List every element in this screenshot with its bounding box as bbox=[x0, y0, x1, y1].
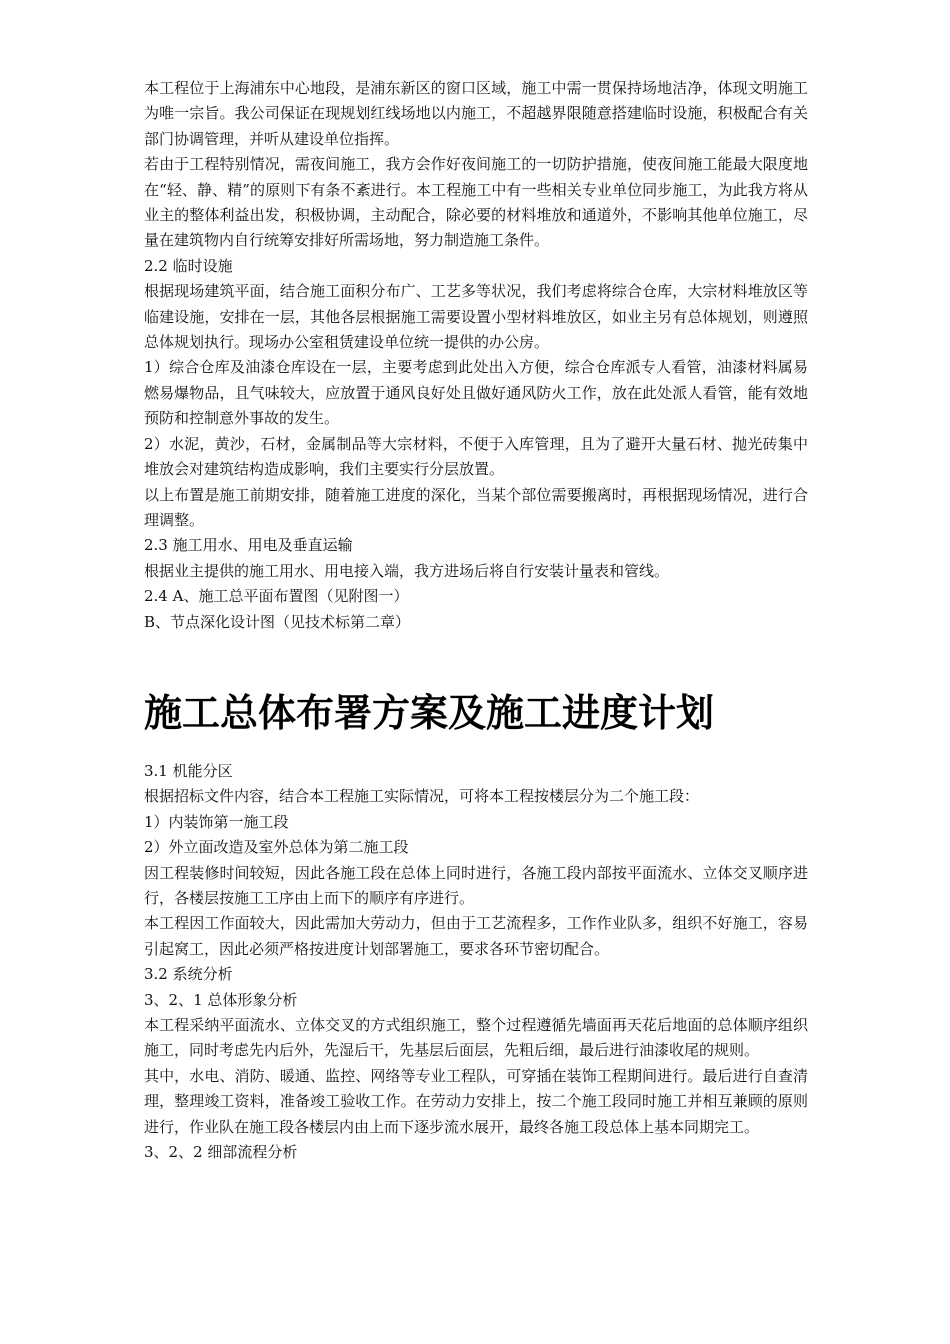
paragraph: 根据业主提供的施工用水、用电接入端，我方进场后将自行安装计量表和管线。 bbox=[144, 561, 670, 580]
list-item: B、节点深化设计图（见技术标第二章） bbox=[144, 612, 411, 631]
list-item: 2）水泥，黄沙，石材，金属制品等大宗材料，不便于入库管理，且为了避开大量石材、抛光砖集中堆放会对建筑结构造成影响，我们主要实行分层放置。 bbox=[144, 434, 808, 479]
list-item: 1）综合仓库及油漆仓库设在一层，主要考虑到此处出入方便，综合仓库派专人看管，油漆材料属易燃易爆物品，且气味较大，应放置于通风良好处且做好通风防火工作，放在此处派人看管，能有效地预防和控制意外事故的发生。 bbox=[144, 358, 808, 428]
section-2-2-title: 2.2 临时设施 bbox=[144, 256, 233, 275]
paragraph: 根据招标文件内容，结合本工程施工实际情况，可将本工程按楼层分为二个施工段： bbox=[144, 787, 700, 806]
list-item: 1）内装饰第一施工段 bbox=[144, 812, 289, 831]
spacer bbox=[144, 739, 808, 759]
paragraph: 因工程装修时间较短，因此各施工段在总体上同时进行，各施工段内部按平面流水、立体交叉顺序进行，各楼层按施工工序由上而下的顺序有序进行。 bbox=[144, 863, 808, 907]
section-3-2-title: 3.2 系统分析 bbox=[144, 965, 233, 984]
chapter-heading: 施工总体布署方案及施工进度计划 bbox=[144, 690, 715, 735]
section-2-3-title: 2.3 施工用水、用电及垂直运输 bbox=[144, 536, 353, 555]
spacer bbox=[144, 635, 808, 687]
document-page bbox=[144, 76, 808, 1165]
section-3-2-2-title: 3、2、2 细部流程分析 bbox=[144, 1143, 298, 1162]
paragraph: 根据现场建筑平面，结合施工面积分布广、工艺多等状况，我们考虑将综合仓库，大宗材料堆放区等临建设施，安排在一层，其他各层根据施工需要设置小型材料堆放区，如业主另有总体规划，则遵照总体规划执行。现场办公室租赁建设单位统一提供的办公房。 bbox=[144, 282, 808, 352]
paragraph: 若由于工程特别情况，需夜间施工，我方会作好夜间施工的一切防护措施，使夜间施工能最大限度地在“轻、静、精”的原则下有条不紊进行。本工程施工中有一些相关专业单位同步施工，为此我方将从业主的整体利益出发，积极协调，主动配合，除必要的材料堆放和通道外，不影响其他单位施工，尽量在建筑物内自行统筹安排好所需场地，努力制造施工条件。 bbox=[144, 155, 808, 250]
paragraph: 本工程采纳平面流水、立体交叉的方式组织施工，整个过程遵循先墙面再天花后地面的总体顺序组织施工，同时考虑先内后外，先湿后干，先基层后面层，先粗后细，最后进行油漆收尾的规则。 bbox=[144, 1016, 808, 1060]
paragraph: 以上布置是施工前期安排，随着施工进度的深化，当某个部位需要搬离时，再根据现场情况，进行合理调整。 bbox=[144, 485, 808, 529]
paragraph: 本工程位于上海浦东中心地段，是浦东新区的窗口区域，施工中需一贯保持场地洁净，体现文明施工为唯一宗旨。我公司保证在现规划红线场地以内施工，不超越界限随意搭建临时设施，积极配合有关部门协调管理，并听从建设单位指挥。 bbox=[144, 79, 808, 148]
section-3-1-title: 3.1 机能分区 bbox=[144, 761, 233, 780]
paragraph: 其中，水电、消防、暖通、监控、网络等专业工程队，可穿插在装饰工程期间进行。最后进行自查清理，整理竣工资料，准备竣工验收工作。在劳动力安排上，按二个施工段同时施工并相互兼顾的原则进行，作业队在施工段各楼层内由上而下逐步流水展开，最终各施工段总体上基本同期完工。 bbox=[144, 1066, 808, 1136]
paragraph: 本工程因工作面较大，因此需加大劳动力，但由于工艺流程多，工作作业队多，组织不好施工，容易引起窝工，因此必须严格按进度计划部署施工，要求各环节密切配合。 bbox=[144, 914, 808, 958]
list-item: 2）外立面改造及室外总体为第二施工段 bbox=[144, 838, 409, 857]
section-2-4-title: 2.4 A、施工总平面布置图（见附图一） bbox=[144, 587, 409, 606]
section-3-2-1-title: 3、2、1 总体形象分析 bbox=[144, 990, 298, 1009]
